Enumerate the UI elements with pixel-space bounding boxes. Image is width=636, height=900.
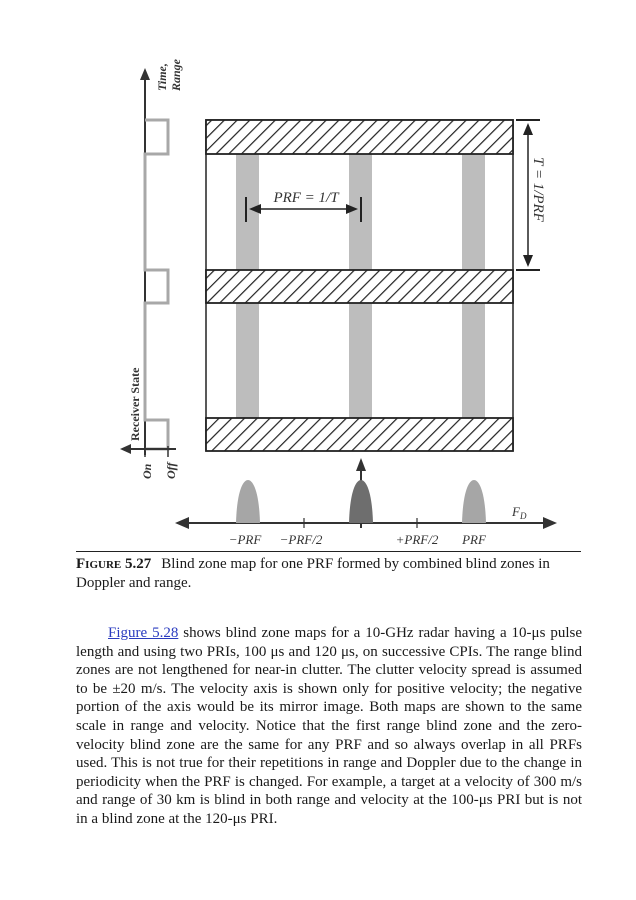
receiver-state-waveform — [145, 120, 168, 449]
doppler-axis-arrow-left — [175, 517, 189, 529]
body-paragraph — [76, 624, 582, 829]
receiver-state-label: Receiver State — [128, 367, 142, 441]
range-blind-zone-2 — [206, 270, 513, 303]
range-blind-zone-1 — [206, 120, 513, 154]
fd-axis-label: $F_D$ — [512, 504, 527, 521]
clutter-lobe-zero — [349, 480, 373, 523]
dc-vertical-arrow — [356, 458, 366, 471]
time-label: Time, — [155, 63, 169, 91]
tick-label-pos-half-prf: +PRF/2 — [395, 532, 439, 545]
figure-caption-label: Figure — [76, 556, 122, 572]
paragraph-text: shows blind zone maps for a 10-GHz radar having a 10-μs pulse length and using two PRIs, 100 μs and 120 μs, on successive CPIs. The range blind zones are not lengthened for near-in clutter. The clutter velocity spread is assumed to be ±20 m/s. The velocity axis is shown only for positive velocity; the negative portion of the axis would be its mirror image. Both maps are shown to the same scale in range and velocity. Notice that the first range blind zone and the zero-velocity blind zone are the same for any PRF and so always overlap in all PRFs used. This is not true for their repetitions in range and Doppler due to the change in periodicity when the PRF is changed. For example, a target at a velocity of 300 m/s and range of 30 km is blind in both range and velocity at the 100-μs PRI but is not in a blind zone at the 120-μs PRI. — [76, 625, 582, 827]
figure-5-28-link[interactable]: Figure 5.28 — [108, 625, 179, 641]
caption-rule — [76, 551, 581, 552]
paragraph-indent — [76, 625, 108, 641]
range-label: Range — [169, 58, 183, 91]
figure-caption — [76, 555, 581, 593]
doppler-axis-arrow-right — [543, 517, 557, 529]
t-dim-arrow-top — [523, 123, 533, 135]
tick-label-neg-half-prf: −PRF/2 — [279, 532, 323, 545]
receiver-state-arrowhead — [120, 444, 131, 454]
receiver-state-diagram — [120, 58, 183, 479]
clutter-lobe-pos-prf — [462, 480, 486, 523]
blind-zone-map — [206, 120, 546, 451]
fd-axis-subscript: D — [519, 511, 527, 521]
on-label: On — [140, 463, 154, 479]
off-label: Off — [164, 462, 178, 479]
t-equation: T = 1/PRF — [530, 157, 546, 222]
figure-caption-number: 5.27 — [124, 556, 152, 572]
time-range-arrowhead — [140, 68, 150, 80]
tick-label-pos-prf: PRF — [462, 532, 486, 545]
prf-equation: PRF = 1/T — [273, 190, 339, 206]
t-dim-arrow-bottom — [523, 255, 533, 267]
range-blind-zone-3 — [206, 418, 513, 451]
figure-caption-text: Blind zone map for one PRF formed by combined blind zones in Doppler and range. — [76, 556, 550, 591]
clutter-lobe-neg-prf — [236, 480, 260, 523]
tick-label-neg-prf: −PRF — [228, 532, 262, 545]
doppler-spectrum — [175, 458, 557, 545]
